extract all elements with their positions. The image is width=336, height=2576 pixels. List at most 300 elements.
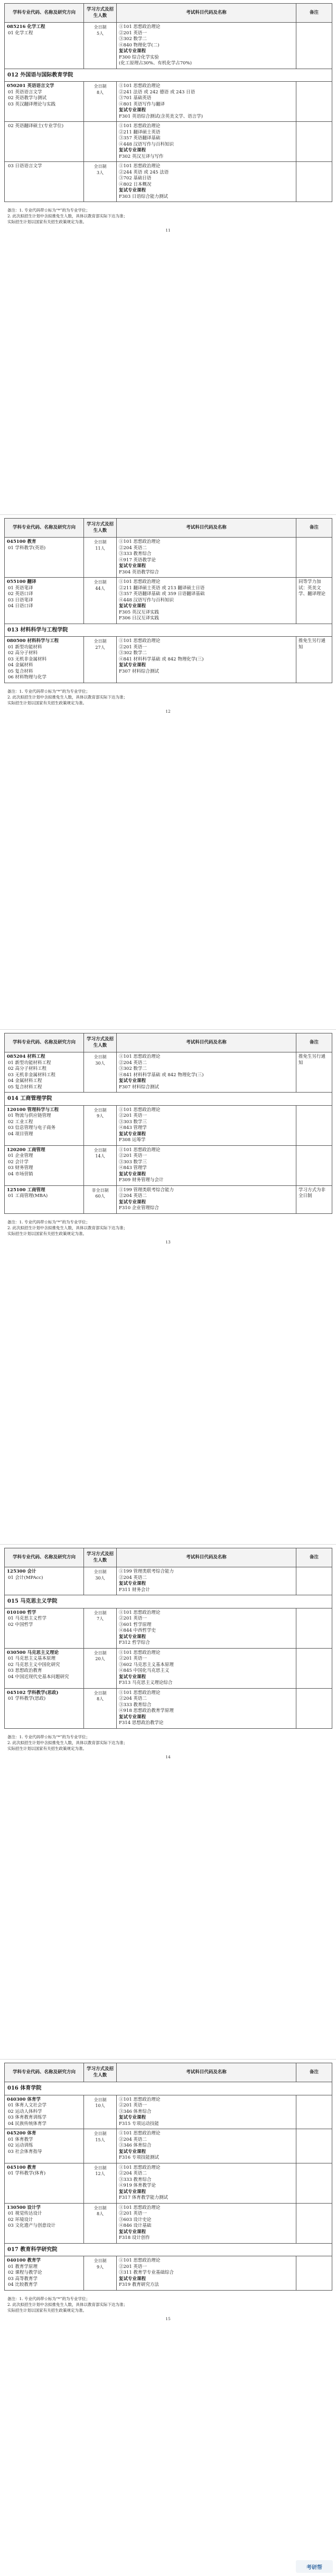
research-direction: 01 学科教学(体育) [8, 2171, 46, 2176]
exam-subjects [117, 1185, 296, 1213]
remark-cell [296, 1648, 332, 1688]
remark-cell: 推免生另行通知 [296, 637, 332, 683]
table-header [5, 4, 332, 23]
program-cell [5, 1185, 84, 1213]
program-row [5, 2203, 332, 2243]
exam-subjects [117, 1145, 296, 1185]
exam-subject: ①101 思想政治理论 [119, 539, 161, 544]
program-code: 085204 材料工程 [7, 1054, 45, 1059]
exam-subjects [117, 122, 296, 162]
department-row [5, 2243, 332, 2256]
exam-subject: ③303 数学三 [119, 1159, 147, 1165]
research-direction: 01 马克思主义基本原理 [8, 1656, 56, 1661]
research-direction: 04 项目管理 [8, 1131, 33, 1137]
exam-subject: ③302 数学二 [119, 1066, 147, 1071]
exam-subject: ②201 英语一 [119, 2211, 147, 2216]
program-cell [5, 122, 84, 162]
exam-subject: ③311 教育学专业基础综合 [119, 2270, 174, 2275]
remark-cell [296, 538, 332, 578]
department-title: 013 材料科学与工程学院 [5, 624, 332, 637]
catalog-table [4, 1033, 332, 1214]
footnote-line: 2. 此次拟招生计划中含拟推免生人数，具体以教育部实际下达为准； [7, 694, 128, 700]
footnote-line: 2. 此次拟招生计划中含拟推免生人数，具体以教育部实际下达为准； [7, 214, 128, 218]
footnotes [4, 688, 332, 706]
exam-subject: ②201 英语一 [119, 1113, 147, 1118]
study-mode [84, 122, 117, 162]
research-direction: 03 社会体育指导 [8, 2149, 42, 2154]
exam-subject: ①101 思想政治理论 [119, 638, 161, 644]
research-direction: 01 化学工程 [8, 30, 33, 36]
program-row [5, 23, 332, 69]
exam-subject: ④917 英语教学论 [119, 557, 156, 563]
footnote-line: 实际招生计划以国家有关招生政策规定为准。 [7, 1746, 87, 1751]
header-col3: 考试科目代码及名称 [117, 519, 296, 538]
page-number: 11 [165, 228, 171, 233]
footnote-line: 实际招生计划以国家有关招生政策规定为准。 [7, 219, 87, 224]
department-row [5, 2082, 332, 2095]
program-cell [5, 1608, 84, 1648]
study-mode: 全日制 7人 [84, 1608, 117, 1648]
exam-subject: F316 专项技能测试 [119, 2155, 159, 2160]
study-mode: 全日制 30人 [84, 1052, 117, 1093]
exam-subjects [117, 1567, 296, 1595]
header-col3: 考试科目代码及名称 [117, 4, 296, 23]
exam-subject: ④845 中国化马克思主义 [119, 1668, 170, 1673]
exam-subject: ①101 思想政治理论 [119, 579, 161, 585]
research-direction: 03 日语笔译 [8, 597, 33, 603]
exam-subject: ①101 思想政治理论 [119, 2205, 161, 2210]
exam-subject: ①199 管理类联考综合能力 [119, 1187, 174, 1193]
research-direction: 02 运动训练 [8, 2143, 33, 2148]
exam-subject: F305 英汉互译实践 [119, 609, 159, 615]
exam-subjects [117, 2129, 296, 2163]
page-number: 12 [165, 708, 171, 714]
header-col1: 学科专业代码、名称及研究方向 [5, 4, 84, 23]
exam-subject: ①101 思想政治理论 [119, 24, 161, 30]
program-cell [5, 82, 84, 122]
exam-subject: ②204 英语二 [119, 1193, 147, 1199]
research-direction: 04 民族传统体育学 [8, 2121, 47, 2127]
exam-subject: ①101 思想政治理论 [119, 1054, 161, 1059]
exam-subjects [117, 2256, 296, 2291]
exam-subject: ③702 基础日语 [119, 176, 152, 181]
exam-subjects [117, 1052, 296, 1093]
footnotes [4, 1219, 332, 1237]
program-row [5, 1688, 332, 1728]
exam-subject: 复试专业课程 [119, 604, 146, 609]
sheet [4, 1033, 332, 1244]
research-direction: 02 马克思主义中国化研究 [8, 1662, 60, 1668]
table-header [5, 519, 332, 538]
header-col4: 备注 [296, 1033, 332, 1052]
sheet [4, 2063, 332, 2321]
footnote-line: 备注：1. 专业代码带☆标为“*”的为专业学位； [7, 1734, 90, 1739]
research-direction: 01 物流与供应链管理 [8, 1113, 51, 1118]
exam-subject: F309 财务管理与会计 [119, 1177, 164, 1183]
research-direction: 01 马克思主义哲学 [8, 1616, 47, 1621]
program-row [5, 1145, 332, 1185]
program-cell [5, 538, 84, 578]
exam-subject: ③357 英语翻译基础 或 359 日语翻译基础 [119, 591, 205, 597]
remark-cell [296, 1688, 332, 1728]
exam-subject: ③333 教育综合 [119, 551, 152, 557]
program-cell [5, 1145, 84, 1185]
exam-subject: ④841 材料科学基础 或 842 物理化学(三) [119, 656, 204, 662]
research-direction: 03 日语语言文学 [8, 164, 42, 169]
exam-subject: 复试专业课程 [119, 1199, 146, 1205]
program-code: 050201 英语语言文学 [7, 83, 54, 89]
exam-subject: ③357 英语翻译基础 [119, 136, 161, 141]
watermark-logo: 考研帮 [296, 2560, 333, 2573]
exam-subject: ④918 思想政治教育学原理 [119, 1708, 174, 1713]
research-direction: 04 日语口译 [8, 604, 33, 609]
exam-subjects [117, 82, 296, 122]
program-cell [5, 637, 84, 683]
exam-subject: F301 英语综合测试(含英美文学、语言学) [119, 113, 203, 119]
program-row [5, 1052, 332, 1093]
remark-cell [296, 1145, 332, 1185]
exam-subject: ③601 哲学原理 [119, 1622, 152, 1627]
program-code: 045100 教育 [7, 539, 36, 544]
sheet [4, 518, 332, 714]
program-row [5, 1567, 332, 1595]
header-col3: 考试科目代码及名称 [117, 1548, 296, 1567]
page-number: 13 [165, 1239, 171, 1244]
table-header [5, 2063, 332, 2082]
department-row [5, 69, 332, 82]
exam-subject: 复试专业课程 [119, 1078, 146, 1084]
study-mode: 全日制 11人 [84, 538, 117, 578]
remark-cell [296, 1105, 332, 1145]
page-4 [0, 1545, 336, 2060]
research-direction: 04 比较教育学 [8, 2282, 38, 2287]
research-direction: 04 金属材料工程 [8, 1078, 42, 1084]
program-row [5, 122, 332, 162]
exam-subjects [117, 578, 296, 624]
page-5 [0, 2060, 336, 2576]
program-row [5, 1648, 332, 1688]
footnotes [4, 1734, 332, 1751]
exam-subject: ③701 基础英语 [119, 95, 152, 101]
remark-cell [296, 1608, 332, 1648]
exam-subject: 复试专业课程 [119, 1634, 146, 1640]
exam-subject: F312 哲学综合 [119, 1640, 150, 1645]
exam-subject: ②201 英语一 [119, 1656, 147, 1661]
exam-subject: ③303 数学三 [119, 1119, 147, 1125]
research-direction: 04 市场营销 [8, 1171, 33, 1177]
exam-subject: ①101 思想政治理论 [119, 1107, 161, 1113]
study-mode: 全日制 8人 [84, 82, 117, 122]
page-2 [0, 515, 336, 1030]
study-mode: 全日制 27人 [84, 637, 117, 683]
footnotes [4, 207, 332, 225]
exam-subject: 复试专业课程 [119, 1674, 146, 1680]
program-row [5, 538, 332, 578]
program-code: 045100 教育 [7, 2165, 36, 2170]
header-col2: 学习方式及招生人数 [84, 2063, 117, 2082]
header-col2: 学习方式及招生人数 [84, 519, 117, 538]
header-col4: 备注 [296, 4, 332, 23]
research-direction: 01 体育教学 [8, 2137, 33, 2142]
program-row [5, 2163, 332, 2203]
program-row [5, 1105, 332, 1145]
exam-subject: F313 马克思主义理论综合 [119, 1680, 173, 1686]
catalog-table [4, 2063, 332, 2291]
program-cell [5, 1105, 84, 1145]
exam-subject: ②204 英语二 [119, 1060, 147, 1066]
page-1 [0, 0, 336, 515]
remark-cell [296, 2203, 332, 2243]
study-mode: 全日制 9人 [84, 1105, 117, 1145]
research-direction: 01 教育学原理 [8, 2264, 38, 2269]
research-direction: 02 英语翻译硕士(专业学位) [8, 123, 64, 129]
exam-subject: ②201 英语一 [119, 644, 147, 650]
program-code: 130500 设计学 [7, 2205, 41, 2210]
research-direction: 03 无机非金属材料工程 [8, 1072, 56, 1078]
footnote-line: 2. 此次拟招生计划中含拟推免生人数，具体以教育部实际下达为准； [7, 1225, 128, 1230]
program-code: 120200 工商管理 [7, 1147, 45, 1153]
header-col1: 学科专业代码、名称及研究方向 [5, 519, 84, 538]
exam-subject: ③603 设计史论 [119, 2217, 152, 2223]
exam-subjects [117, 1688, 296, 1728]
research-direction: 03 高等教育学 [8, 2276, 38, 2282]
exam-subject: ④846 设计基础 [119, 2223, 152, 2228]
page-number: 15 [165, 2316, 171, 2321]
exam-subject: 复试专业课程 [119, 2149, 146, 2154]
research-direction: 02 课程与教学论 [8, 2270, 42, 2275]
exam-subject: (化工原理占30%、有机化学占70%) [119, 61, 192, 66]
exam-subject: ②201 英语一 [119, 2103, 147, 2108]
header-col2: 学习方式及招生人数 [84, 1548, 117, 1567]
footnote-line: 实际招生计划以国家有关招生政策规定为准。 [7, 1231, 87, 1236]
exam-subject: ①199 管理类联考综合能力 [119, 1569, 174, 1574]
exam-subject: 复试专业课程 [119, 148, 146, 153]
department-title: 017 教育科学研究院 [5, 2243, 332, 2256]
program-row [5, 82, 332, 122]
program-row [5, 637, 332, 683]
research-direction: 02 工业工程 [8, 1119, 33, 1125]
exam-subject: 复试专业课程 [119, 563, 146, 569]
study-mode: 全日制 44人 [84, 578, 117, 624]
exam-subject: ②201 英语一 [119, 1153, 147, 1158]
department-title: 014 工商管理学院 [5, 1093, 332, 1106]
header-col1: 学科专业代码、名称及研究方向 [5, 2063, 84, 2082]
exam-subject: ④448 汉语写作与百科知识 [119, 597, 174, 603]
study-mode: 全日制 30人 [84, 1567, 117, 1595]
exam-subject: ③333 教育综合 [119, 2177, 152, 2182]
research-direction: 01 视觉传达设计 [8, 2211, 42, 2216]
remark-cell: 推免生另行通知 [296, 1052, 332, 1093]
remark-cell [296, 162, 332, 202]
exam-subject: ②211 翻译硕士英语 [119, 129, 161, 135]
program-row [5, 1608, 332, 1648]
catalog-table [4, 3, 332, 202]
exam-subject: F300 综合化学实验 [119, 54, 159, 60]
exam-subject: 复试专业课程 [119, 1171, 146, 1177]
exam-subject: ①101 思想政治理论 [119, 123, 161, 129]
footnote-line: 备注：1. 专业代码带☆标为“*”的为专业学位； [7, 1219, 90, 1224]
department-row [5, 624, 332, 637]
exam-subject: ②204 英语二 [119, 2171, 147, 2176]
study-mode: 全日制 20人 [84, 1648, 117, 1688]
research-direction: 03 财务管理 [8, 1165, 33, 1171]
research-direction: 01 企业管理 [8, 1153, 33, 1158]
exam-subjects [117, 2203, 296, 2243]
remark-cell: 同等学力加试：英美文学、翻译理论 [296, 578, 332, 624]
research-direction: 03 无机非金属材料 [8, 656, 47, 662]
research-direction: 01 学科教学(英语) [8, 545, 46, 551]
exam-subject: F314 思想政治教学论 [119, 1720, 164, 1726]
research-direction: 02 英语教学与测试 [8, 95, 47, 101]
footnote-line: 备注：1. 专业代码带☆标为“*”的为专业学位； [7, 688, 90, 694]
exam-subject: 复试专业课程 [119, 188, 146, 193]
research-direction: 02 高分子材料工程 [8, 1066, 47, 1071]
program-code: 030500 马克思主义理论 [7, 1650, 59, 1655]
research-direction: 01 会计(MPAcc) [8, 1575, 43, 1581]
program-row [5, 2256, 332, 2291]
footnote-line: 2. 此次拟招生计划中含拟推免生人数，具体以教育部实际下达为准； [7, 2302, 128, 2307]
header-col1: 学科专业代码、名称及研究方向 [5, 1033, 84, 1052]
exam-subject: ①101 思想政治理论 [119, 2165, 161, 2170]
program-code: 045200 体育 [7, 2131, 36, 2136]
program-cell [5, 1648, 84, 1688]
header-col1: 学科专业代码、名称及研究方向 [5, 1548, 84, 1567]
department-title: 016 体育学院 [5, 2082, 332, 2095]
exam-subjects [117, 23, 296, 69]
exam-subject: ②201 英语一 [119, 2264, 147, 2269]
research-direction: 02 英语口译 [8, 591, 33, 597]
program-cell [5, 2163, 84, 2203]
research-direction: 05 复合材料 [8, 668, 33, 674]
exam-subject: ③346 体育综合 [119, 2109, 152, 2114]
exam-subject: 复试专业课程 [119, 108, 146, 113]
program-code: 120100 管理科学与工程 [7, 1107, 59, 1113]
study-mode: 全日制 9人 [84, 2256, 117, 2291]
exam-subject: ①101 思想政治理论 [119, 83, 161, 89]
exam-subject: ②201 英语一 [119, 30, 147, 36]
exam-subject: ③333 教育综合 [119, 1702, 152, 1708]
research-direction: 01 新型功能材料工程 [8, 1060, 51, 1066]
program-row [5, 162, 332, 202]
remark-cell [296, 23, 332, 69]
exam-subject: F306 日汉互译实践 [119, 616, 159, 621]
program-code: 080500 材料科学与工程 [7, 638, 59, 644]
exam-subject: ①101 思想政治理论 [119, 1650, 161, 1655]
exam-subject: ③302 数学二 [119, 650, 147, 656]
department-row [5, 1595, 332, 1608]
exam-subject: ②201 英语一 [119, 1616, 147, 1621]
exam-subject: ③346 体育综合 [119, 2143, 152, 2148]
exam-subject: 复试专业课程 [119, 2229, 146, 2235]
remark-cell [296, 122, 332, 162]
remark-cell [296, 2256, 332, 2291]
research-direction: 02 运动人体科学 [8, 2109, 42, 2114]
sheet [4, 3, 332, 233]
exam-subject: ②204 英语二 [119, 1575, 147, 1581]
program-cell [5, 1567, 84, 1595]
exam-subject: ④841 材料科学基础 或 842 物理化学(三) [119, 1072, 204, 1078]
program-code: 010100 哲学 [7, 1610, 36, 1615]
page-3 [0, 1030, 336, 1545]
exam-subjects [117, 162, 296, 202]
exam-subject: F317 体育教学能力测试 [119, 2195, 168, 2200]
exam-subject: ①101 思想政治理论 [119, 1690, 161, 1696]
exam-subject: F310 企业管理综合 [119, 1205, 159, 1211]
research-direction: 01 工商管理(MBA) [8, 1193, 48, 1199]
study-mode: 非全日制 60人 [84, 1185, 117, 1213]
footnote-line: 2. 此次拟招生计划中含拟推免生人数，具体以教育部实际下达为准； [7, 1740, 128, 1745]
research-direction: 06 材料物理与化学 [8, 675, 47, 680]
exam-subject: ④801 英语写作与翻译 [119, 101, 165, 107]
program-cell [5, 162, 84, 202]
program-row [5, 2095, 332, 2129]
exam-subject: 复试专业课程 [119, 2276, 146, 2282]
exam-subject: 复试专业课程 [119, 2115, 146, 2120]
program-code: 055100 翻译 [7, 579, 36, 585]
exam-subject: F304 英语教学综合 [119, 569, 159, 575]
table-header [5, 1033, 332, 1052]
remark-cell [296, 2129, 332, 2163]
header-col4: 备注 [296, 2063, 332, 2082]
research-direction: 03 体育教育训练学 [8, 2115, 47, 2120]
header-col2: 学习方式及招生人数 [84, 1033, 117, 1052]
sheet [4, 1548, 332, 1759]
study-mode: 全日制 8人 [84, 1688, 117, 1728]
program-cell [5, 1688, 84, 1728]
exam-subject: F318 设计创作 [119, 2235, 150, 2240]
study-mode: 全日制 14人 [84, 1145, 117, 1185]
exam-subjects [117, 1648, 296, 1688]
exam-subjects [117, 2163, 296, 2203]
remark-cell [296, 1567, 332, 1595]
research-direction: 04 中国近现代史基本问题研究 [8, 1674, 69, 1680]
header-col2: 学习方式及招生人数 [84, 4, 117, 23]
exam-subject: F307 材料综合测试 [119, 1084, 159, 1090]
exam-subject: F307 材料综合测试 [119, 668, 159, 674]
exam-subject: ②204 英语二 [119, 2137, 147, 2142]
exam-subject: 复试专业课程 [119, 49, 146, 54]
study-mode: 全日制 3人 [84, 162, 117, 202]
remark-cell [296, 2163, 332, 2203]
study-mode: 全日制 5人 [84, 23, 117, 69]
exam-subjects [117, 538, 296, 578]
research-direction: 01 新型功能材料 [8, 644, 42, 650]
header-col3: 考试科目代码及名称 [117, 2063, 296, 2082]
catalog-table [4, 518, 332, 683]
research-direction: 03 文化遗产与创意设计 [8, 2223, 56, 2228]
exam-subject: ④843 管理学 [119, 1125, 147, 1131]
footnote-line: 实际招生计划以国家有关招生政策规定为准。 [7, 2307, 87, 2313]
program-code: 085216 化学工程 [7, 24, 45, 30]
exam-subject: ②204 英语二 [119, 1696, 147, 1701]
exam-subject: F308 运筹学 [119, 1137, 146, 1143]
catalog-table [4, 1548, 332, 1729]
program-cell [5, 1052, 84, 1093]
department-title: 015 马克思主义学院 [5, 1595, 332, 1608]
exam-subject: ②204 英语二 [119, 545, 147, 551]
exam-subject: ②241 法语 或 242 德语 或 243 日语 [119, 89, 195, 95]
exam-subject: 复试专业课程 [119, 2189, 146, 2195]
exam-subject: 复试专业课程 [119, 1131, 146, 1137]
exam-subject: ①101 思想政治理论 [119, 2096, 161, 2102]
remark-cell [296, 82, 332, 122]
page-number: 14 [165, 1754, 171, 1759]
research-direction: 02 中国哲学 [8, 1622, 33, 1627]
research-direction: 01 学科教学(思政) [8, 1696, 46, 1701]
exam-subject: ④840 物理化学(二) [119, 42, 160, 48]
program-row [5, 2129, 332, 2163]
exam-subject: ④802 日本概况 [119, 181, 152, 187]
